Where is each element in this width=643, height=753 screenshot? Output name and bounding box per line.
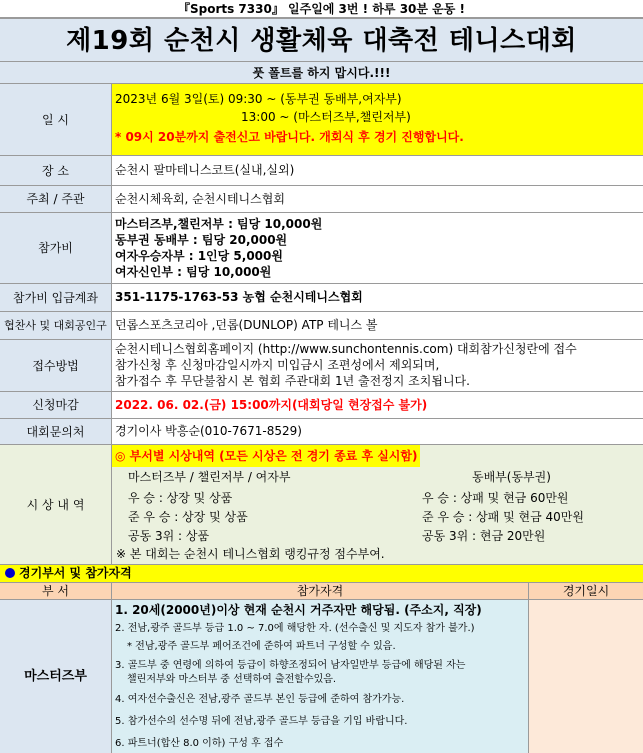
apply-line: 순천시테니스협회홈페이지 (http://www.sunchontennis.com) 대회참가신청란에 접수: [115, 342, 577, 356]
fee-row: [0, 213, 643, 284]
apply-line: 참가신청 후 신청마감일시까지 미입금시 조편성에서 제외되며,: [115, 358, 440, 372]
awards-row: [0, 445, 643, 565]
rule-item: 1. 20세(2000년)이상 현재 순천시 거주자만 해당됨. (주소지, 직장): [115, 603, 482, 617]
contact-value: 경기이사 박흥순(010-7671-8529): [115, 424, 302, 438]
apply-value: [112, 340, 643, 391]
apply-row: [0, 340, 643, 392]
account-value: 351-1175-1763-53 농협 순천시테니스협회: [115, 290, 363, 304]
schedule-value: [112, 84, 643, 155]
rule-item: 챌린저부와 마스터부 중 선택하여 출전할수있음.: [127, 674, 337, 685]
sponsor-value: 던롭스포츠코리아 ,던롭(DUNLOP) ATP 테니스 볼: [115, 318, 378, 332]
header-eligibility: 참가자격: [112, 583, 529, 599]
awards-left-list: [128, 489, 248, 546]
section-title-text: 경기부서 및 참가자격: [19, 566, 132, 580]
rule-item: 5. 참가선수의 선수명 뒤에 전남,광주 골드부 등급을 기입 바랍니다.: [115, 716, 408, 727]
venue-row: [0, 156, 643, 186]
host-value: 순천시체육회, 순천시테니스협회: [115, 192, 285, 206]
deadline-value: 2022. 06. 02.(금) 15:00까지(대회당일 현장접수 불가): [115, 398, 428, 412]
rule-item: 2. 전남,광주 골드부 등급 1.0 ~ 7.0에 해당한 자. (선수출신 및 지도자 참가 불가.): [115, 623, 475, 634]
match-date-cell: [529, 600, 643, 753]
host-row: [0, 186, 643, 213]
rule-item: 6. 파트너(합산 8.0 이하) 구성 후 접수: [115, 738, 284, 749]
awards-label: 시 상 내 역: [0, 445, 112, 564]
award-item: 우 승 : 상장 및 상품: [128, 491, 233, 505]
foot-fault-warning: 풋 폴트를 하지 맙시다.!!!: [0, 62, 643, 84]
sponsor-label: 협찬사 및 대회공인구: [0, 312, 112, 339]
fee-line: 여자우승자부 : 1인당 5,000원: [115, 249, 283, 263]
fee-line: 동부권 동배부 : 팀당 20,000원: [115, 233, 288, 247]
fee-line: 마스터즈부,챌린저부 : 팀당 10,000원: [115, 217, 323, 231]
schedule-notice: * 09시 20분까지 출전신고 바랍니다. 개회식 후 경기 진행합니다.: [115, 130, 464, 144]
eligibility-cell: [112, 600, 529, 753]
header-schedule: 경기일시: [529, 583, 643, 599]
awards-right-list: [422, 489, 584, 546]
schedule-afternoon: 13:00 ~ (마스터즈부,챌린저부): [241, 110, 411, 124]
fee-value: [112, 213, 643, 283]
table-row: [0, 600, 643, 753]
section-title: [0, 565, 643, 583]
contact-label: 대회문의처: [0, 419, 112, 444]
schedule-label: 일 시: [0, 84, 112, 155]
awards-note: ※ 본 대회는 순천시 테니스협회 랭킹규정 점수부여.: [116, 547, 385, 561]
slogan-banner: 『Sports 7330』 일주일에 3번 ! 하루 30분 운동 !: [0, 0, 643, 18]
venue-label: 장 소: [0, 156, 112, 185]
award-item: 공동 3위 : 현금 20만원: [422, 529, 546, 543]
award-item: 준 우 승 : 상패 및 현금 40만원: [422, 510, 584, 524]
award-item: 공동 3위 : 상품: [128, 529, 210, 543]
header-division: 부 서: [0, 583, 112, 599]
awards-left-title: 마스터즈부 / 챌린저부 / 여자부: [128, 470, 291, 484]
deadline-label: 신청마감: [0, 392, 112, 418]
schedule-morning: 2023년 6월 3일(토) 09:30 ~ (동부권 동배부,여자부): [115, 92, 402, 106]
rule-item: * 전남,광주 골드부 페어조건에 준하여 파트너 구성할 수 있음.: [127, 641, 396, 652]
host-label: 주최 / 주관: [0, 186, 112, 212]
rule-item: 3. 골드부 중 연령에 의하여 등급이 하향조정되어 남자일반부 등급에 해당된 자는: [115, 660, 466, 671]
awards-heading: ◎ 부서별 시상내역 (모든 시상은 전 경기 종료 후 실시함): [112, 445, 420, 467]
award-item: 우 승 : 상패 및 현금 60만원: [422, 491, 569, 505]
venue-value: 순천시 팔마테니스코트(실내,실외): [115, 163, 295, 177]
awards-value: [112, 445, 643, 564]
table-header-row: [0, 583, 643, 600]
account-row: [0, 284, 643, 312]
apply-label: 접수방법: [0, 340, 112, 391]
account-label: 참가비 입금계좌: [0, 284, 112, 311]
sponsor-row: [0, 312, 643, 340]
fee-label: 참가비: [0, 213, 112, 283]
awards-right-title: 동배부(동부권): [472, 470, 551, 484]
deadline-row: [0, 392, 643, 419]
circle-bullet-icon: [5, 568, 15, 578]
fee-line: 여자신인부 : 팀당 10,000원: [115, 265, 272, 279]
award-item: 준 우 승 : 상장 및 상품: [128, 510, 248, 524]
contact-row: [0, 419, 643, 445]
apply-line: 참가접수 후 무단불참시 본 협회 주관대회 1년 출전정지 조치됩니다.: [115, 374, 470, 388]
division-name: 마스터즈부: [0, 600, 112, 753]
rule-item: 4. 여자선수출신은 전남,광주 골드부 본인 등급에 준하여 참가가능.: [115, 694, 405, 705]
schedule-row: [0, 84, 643, 156]
page-title: 제19회 순천시 생활체육 대축전 테니스대회: [0, 18, 643, 62]
